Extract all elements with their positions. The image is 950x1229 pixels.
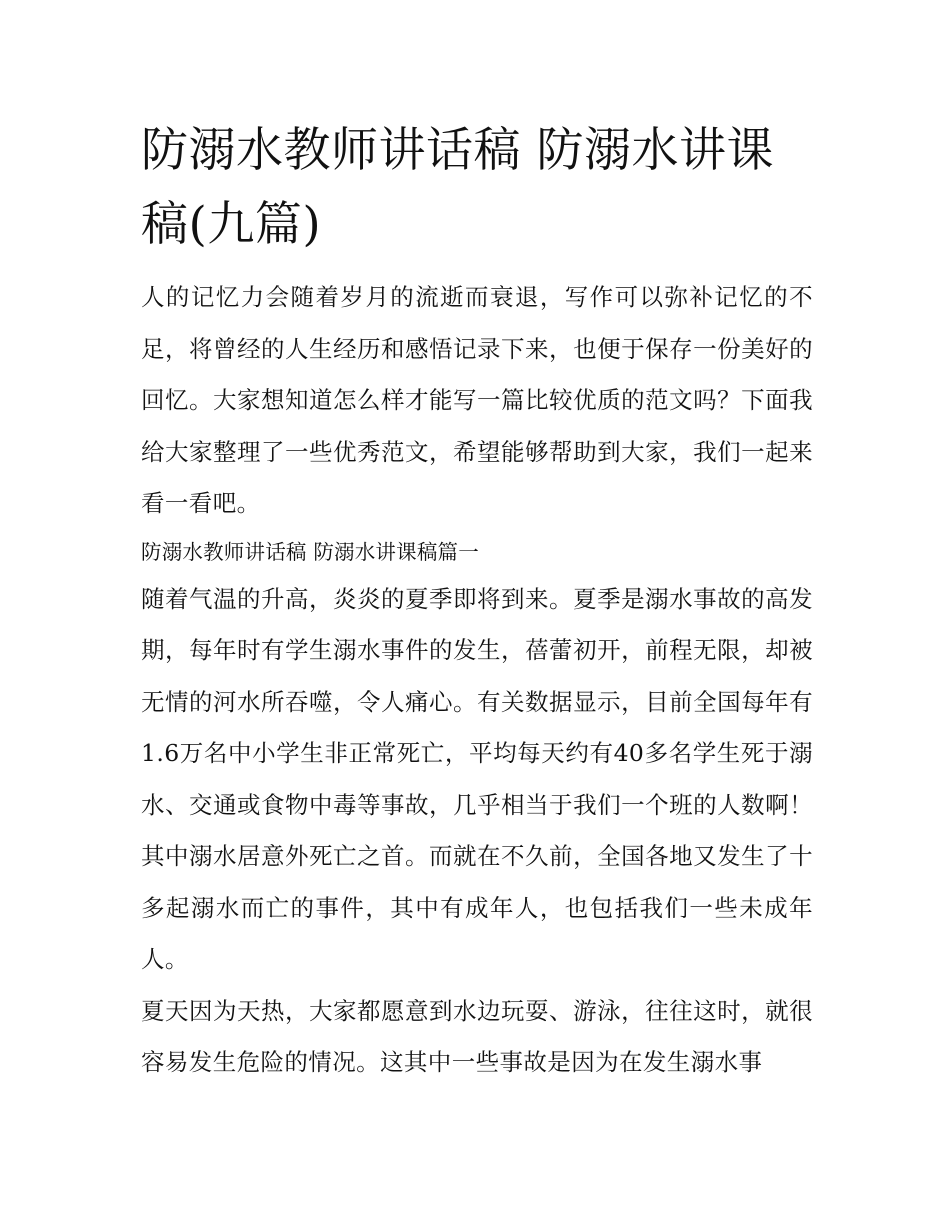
document-page bbox=[141, 114, 813, 1089]
document-title: 防溺水教师讲话稿 防溺水讲课稿(九篇) bbox=[141, 123, 774, 252]
body-paragraph-2: 夏天因为天热，大家都愿意到水边玩耍、游泳，往往这时，就很容易发生危险的情况。这其中一些事故是因为在发生溺水事 bbox=[141, 996, 813, 1076]
intro-paragraph: 人的记忆力会随着岁月的流逝而衰退，写作可以弥补记忆的不足，将曾经的人生经历和感悟记录下来，也便于保存一份美好的回忆。大家想知道怎么样才能写一篇比较优质的范文吗？下面我给大家整理了一些优秀范文，希望能够帮助到大家，我们一起来看一看吧。 bbox=[141, 283, 813, 517]
body-paragraph-1: 随着气温的升高，炎炎的夏季即将到来。夏季是溺水事故的高发期，每年时有学生溺水事件的发生，蓓蕾初开，前程无限，却被无情的河水所吞噬，令人痛心。有关数据显示，目前全国每年有1.6万名中小学生非正常死亡，平均每天约有40多名学生死于溺水、交通或食物中毒等事故，几乎相当于我们一个班的人数啊！其中溺水居意外死亡之首。而就在不久前，全国各地又发生了十多起溺水而亡的事件，其中有成年人，也包括我们一些未成年人。 bbox=[141, 584, 813, 973]
section-heading: 防溺水教师讲话稿 防溺水讲课稿篇一 bbox=[141, 539, 479, 564]
